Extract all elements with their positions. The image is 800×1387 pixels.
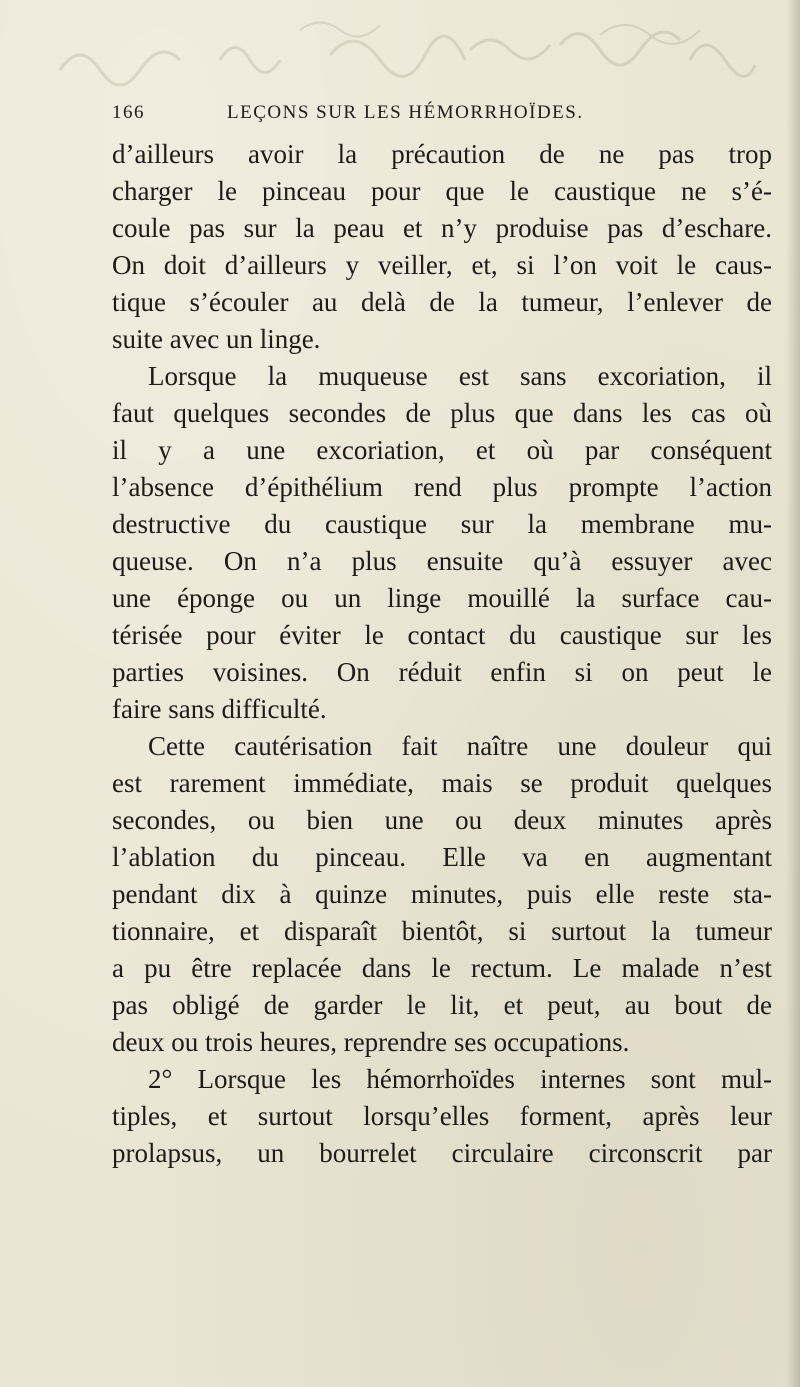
text-line: suite avec un linge.	[112, 324, 321, 354]
text-line: charger le pinceau pour que le caustique ne s’é-	[112, 176, 772, 206]
text-line: une éponge ou un linge mouillé la surface cau-	[112, 583, 772, 613]
text-line: Lorsque la muqueuse est sans excoriation, il	[148, 361, 772, 391]
text-line: coule pas sur la peau et n’y produise pas d’eschare.	[112, 213, 772, 243]
text-line: destructive du caustique sur la membrane mu-	[112, 509, 772, 539]
text-line: parties voisines. On réduit enfin si on peut le	[112, 657, 772, 687]
text-line: 2° Lorsque les hémorrhoïdes internes sont mul-	[148, 1064, 772, 1094]
text-line: a pu être replacée dans le rectum. Le malade n’est	[112, 953, 772, 983]
text-line: faire sans difficulté.	[112, 694, 327, 724]
text-line: deux ou trois heures, reprendre ses occupations.	[112, 1027, 630, 1057]
text-line: On doit d’ailleurs y veiller, et, si l’on voit le caus-	[112, 250, 772, 280]
body-text	[112, 136, 772, 1172]
running-title: LEÇONS SUR LES HÉMORRHOÏDES.	[227, 102, 584, 123]
text-line: pas obligé de garder le lit, et peut, au bout de	[112, 990, 772, 1020]
text-line: tionnaire, et disparaît bientôt, si surtout la tumeur	[112, 916, 772, 946]
running-head	[112, 102, 732, 132]
text-line: l’absence d’épithélium rend plus prompte l’action	[112, 472, 772, 502]
text-line: est rarement immédiate, mais se produit quelques	[112, 768, 772, 798]
text-line: faut quelques secondes de plus que dans les cas où	[112, 398, 772, 428]
text-line: il y a une excoriation, et où par conséquent	[112, 435, 772, 465]
text-line: térisée pour éviter le contact du caustique sur les	[112, 620, 772, 650]
text-line: queuse. On n’a plus ensuite qu’à essuyer avec	[112, 546, 772, 576]
text-line: tiples, et surtout lorsqu’elles forment, après leur	[112, 1101, 772, 1131]
text-line: pendant dix à quinze minutes, puis elle reste sta-	[112, 879, 772, 909]
show-through-handwriting	[0, 0, 800, 110]
text-line: secondes, ou bien une ou deux minutes après	[112, 805, 772, 835]
page-number: 166	[112, 102, 145, 123]
text-line: l’ablation du pinceau. Elle va en augmentant	[112, 842, 772, 872]
text-line: d’ailleurs avoir la précaution de ne pas trop	[112, 139, 772, 169]
page-edge-shadow	[786, 0, 800, 1387]
text-line: tique s’écouler au delà de la tumeur, l’enlever de	[112, 287, 772, 317]
text-line: prolapsus, un bourrelet circulaire circonscrit par	[112, 1138, 772, 1168]
text-line: Cette cautérisation fait naître une douleur qui	[148, 731, 772, 761]
